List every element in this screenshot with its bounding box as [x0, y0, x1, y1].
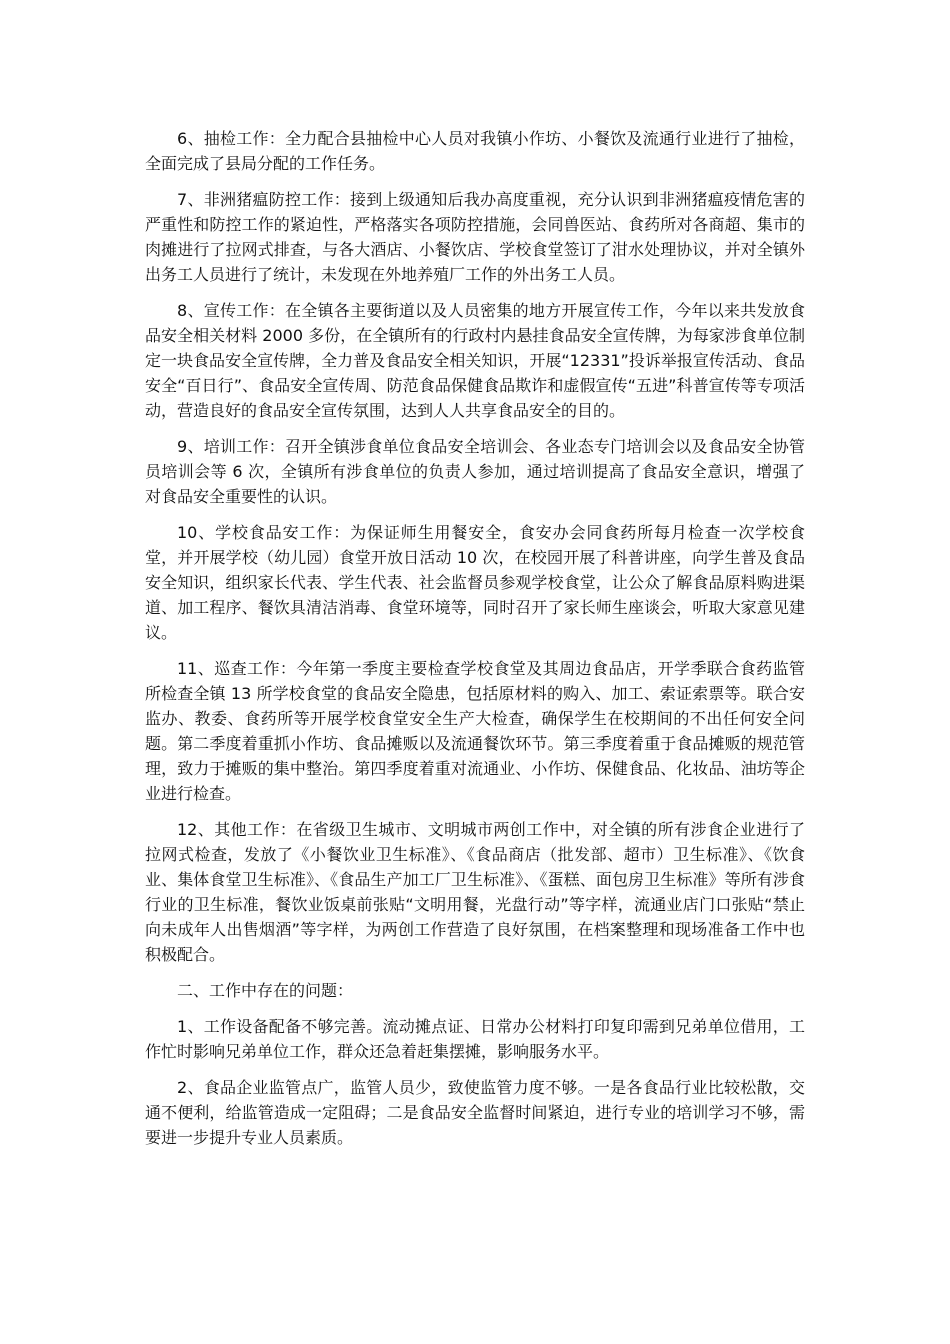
document-body	[145, 126, 805, 1161]
paragraph-other-work: 12、其他工作：在省级卫生城市、文明城市两创工作中，对全镇的所有涉食企业进行了拉网式检查，发放了《小餐饮业卫生标准》、《食品商店（批发部、超市）卫生标准》、《饮食业、集体食堂卫生标准》、《食品生产加工厂卫生标准》、《蛋糕、面包房卫生标准》等所有涉食行业的卫生标准，餐饮业饭桌前张贴“文明用餐，光盘行动”等字样，流通业店门口张贴“禁止向未成年人出售烟酒”等字样，为两创工作营造了良好氛围，在档案整理和现场准备工作中也积极配合。	[145, 820, 805, 964]
paragraph-problem-equipment: 1、工作设备配备不够完善。流动摊点证、日常办公材料打印复印需到兄弟单位借用，工作忙时影响兄弟单位工作，群众还急着赶集摆摊，影响服务水平。	[145, 1017, 805, 1061]
paragraph-problem-supervision: 2、食品企业监管点广，监管人员少，致使监管力度不够。一是各食品行业比较松散，交通不便利，给监管造成一定阻碍；二是食品安全监督时间紧迫，进行专业的培训学习不够，需要进一步提升专业人员素质。	[145, 1078, 805, 1147]
paragraph-school-food-safety: 10、学校食品安工作：为保证师生用餐安全，食安办会同食药所每月检查一次学校食堂，并开展学校（幼儿园）食堂开放日活动 10 次，在校园开展了科普讲座，向学生普及食品安全知识，组织家长代表、学生代表、社会监督员参观学校食堂，让公众了解食品原料购进渠道、加工程序、餐饮具清洁消毒、食堂环境等，同时召开了家长师生座谈会，听取大家意见建议。	[145, 523, 805, 642]
paragraph-training: 9、培训工作：召开全镇涉食单位食品安全培训会、各业态专门培训会以及食品安全协管员培训会等 6 次，全镇所有涉食单位的负责人参加，通过培训提高了食品安全意识，增强了对食品安全重要性的认识。	[145, 437, 805, 506]
paragraph-patrol-inspection: 11、巡查工作：今年第一季度主要检查学校食堂及其周边食品店，开学季联合食药监管所检查全镇 13 所学校食堂的食品安全隐患，包括原材料的购入、加工、索证索票等。联合安监办、教委、食药所等开展学校食堂安全生产大检查，确保学生在校期间的不出任何安全问题。第二季度着重抓小作坊、食品摊贩以及流通餐饮环节。第三季度着重于食品摊贩的规范管理，致力于摊贩的集中整治。第四季度着重对流通业、小作坊、保健食品、化妆品、油坊等企业进行检查。	[145, 659, 805, 803]
paragraph-sampling-inspection: 6、抽检工作：全力配合县抽检中心人员对我镇小作坊、小餐饮及流通行业进行了抽检，全面完成了县局分配的工作任务。	[145, 129, 805, 173]
paragraph-publicity: 8、宣传工作：在全镇各主要街道以及人员密集的地方开展宣传工作，今年以来共发放食品安全相关材料 2000 多份，在全镇所有的行政村内悬挂食品安全宣传牌，为每家涉食单位制定一块食品安全宣传牌，全力普及食品安全相关知识，开展“12331”投诉举报宣传活动、食品安全“百日行”、食品安全宣传周、防范食品保健食品欺诈和虚假宣传“五进”科普宣传等专项活动，营造良好的食品安全宣传氛围，达到人人共享食品安全的目的。	[145, 301, 805, 420]
paragraph-african-swine-fever: 7、非洲猪瘟防控工作：接到上级通知后我办高度重视，充分认识到非洲猪瘟疫情危害的严重性和防控工作的紧迫性，严格落实各项防控措施，会同兽医站、食药所对各商超、集市的肉摊进行了拉网式排查，与各大酒店、小餐饮店、学校食堂签订了泔水处理协议，并对全镇外出务工人员进行了统计，未发现在外地养殖厂工作的外出务工人员。	[145, 190, 805, 284]
section-heading-problems: 二、工作中存在的问题：	[177, 981, 354, 1000]
